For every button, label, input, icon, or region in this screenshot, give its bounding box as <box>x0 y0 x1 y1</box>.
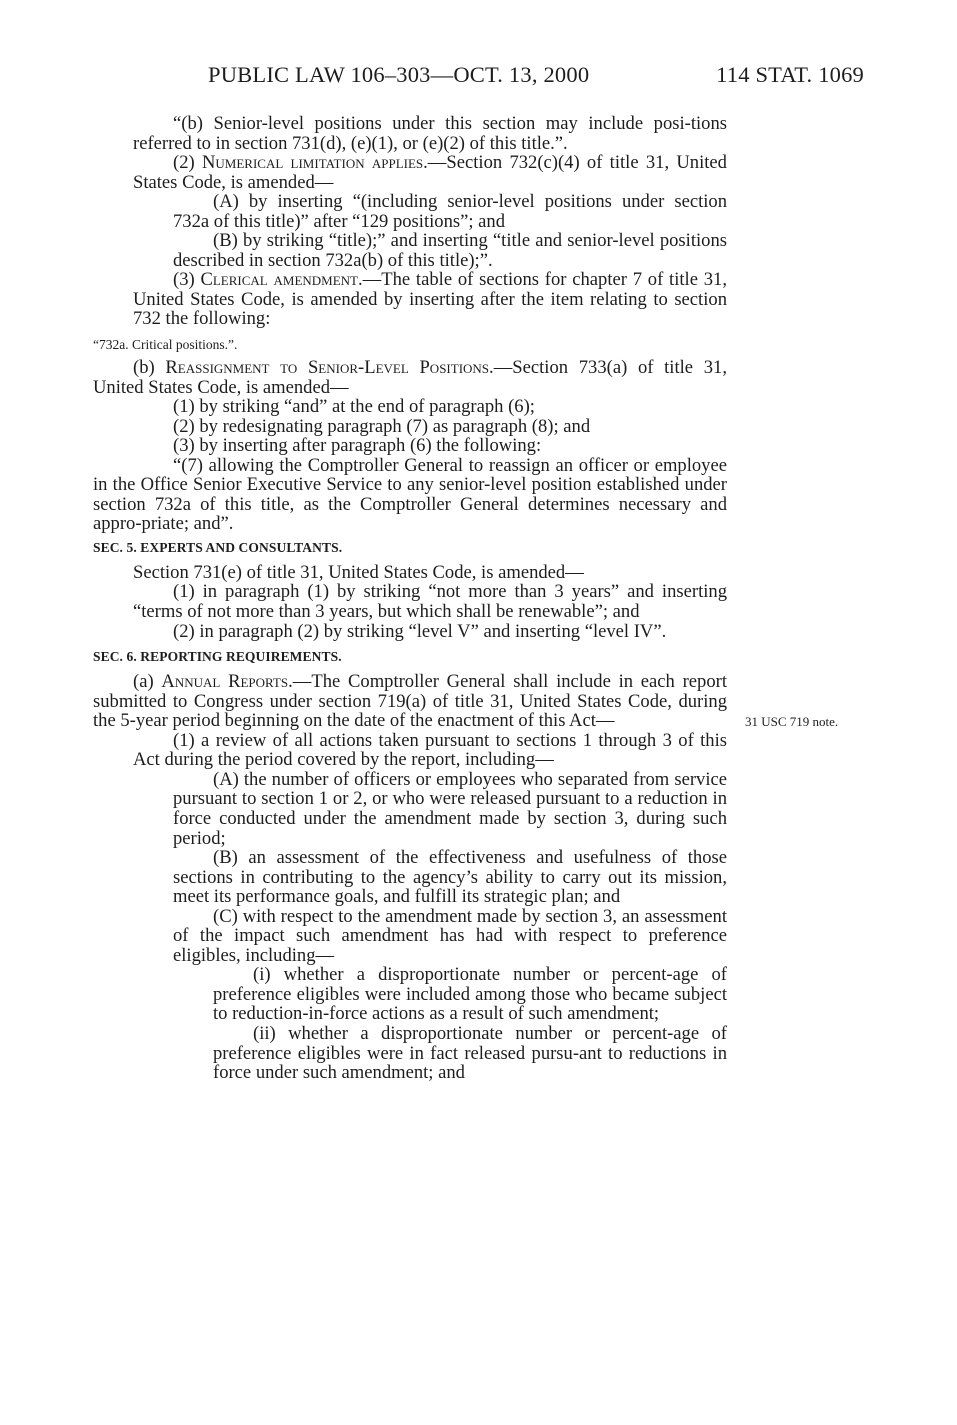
paragraph-number: (a) <box>133 671 162 693</box>
paragraph-number: (2) <box>173 152 202 174</box>
paragraph: (i) whether a disproportionate number or percent-age of preference eligibles were included among those who became subject to reduction-in-force actions as a result of such amendment; <box>213 964 727 1025</box>
paragraph <box>93 358 727 397</box>
paragraph-heading: Annual Reports <box>161 671 289 693</box>
paragraph-text: .—Section 732(c)(4) of title 31, United States Code, is amended— <box>133 152 727 193</box>
paragraph: (C) with respect to the amendment made by section 3, an assessment of the impact such amendment has had with respect to preference eligibles, including— <box>173 905 727 966</box>
paragraph: Section 731(e) of title 31, United States Code, is amended— <box>133 561 584 583</box>
header-statute-page: 114 STAT. 1069 <box>716 62 864 87</box>
paragraph: (3) by inserting after paragraph (6) the following: <box>173 435 542 457</box>
section-heading: SEC. 5. EXPERTS AND CONSULTANTS. <box>93 539 343 555</box>
paragraph-heading: Reassignment to Senior-Level Positions <box>165 357 490 379</box>
quoted-paragraph: “(7) allowing the Comptroller General to reassign an officer or employee in the Office Senior Executive Service to any senior-level position established under section 732a of this title, as the Comptroller General determines necessary and appro-priate; and”. <box>93 454 727 535</box>
paragraph: (B) by striking “title);” and inserting “title and senior-level positions described in section 732a(b) of this title);”. <box>173 230 727 271</box>
paragraph-text: .—The Comptroller General shall include in each report submitted to Congress under section 719(a) of title 31, United States Code, during the 5-year period beginning on the date of the enactment of this Act— <box>93 671 727 732</box>
paragraph: (A) the number of officers or employees who separated from service pursuant to section 1 or 2, or who were released pursuant to a reduction in force conducted under the amendment made by section 3, during such period; <box>173 768 727 849</box>
paragraph: (2) in paragraph (2) by striking “level V” and inserting “level IV”. <box>173 620 667 642</box>
paragraph: (2) by redesignating paragraph (7) as paragraph (8); and <box>173 415 591 437</box>
paragraph-number: (3) <box>173 269 201 291</box>
table-of-sections-item: “732a. Critical positions.”. <box>93 337 238 353</box>
paragraph-heading: Clerical amendment <box>200 269 359 291</box>
paragraph <box>93 672 727 731</box>
paragraph: (1) in paragraph (1) by striking “not more than 3 years” and inserting “terms of not more than 3 years, but which shall be renewable”; and <box>133 581 727 623</box>
paragraph: (1) a review of all actions taken pursuant to sections 1 through 3 of this Act during the period covered by the report, including— <box>133 729 727 771</box>
paragraph: (1) by striking “and” at the end of paragraph (6); <box>173 396 535 418</box>
paragraph-text: .—Section 733(a) of title 31, United States Code, is amended— <box>93 357 727 398</box>
margin-note: 31 USC 719 note. <box>745 714 839 729</box>
header-public-law: PUBLIC LAW 106–303—OCT. 13, 2000 <box>208 62 590 87</box>
paragraph: (B) an assessment of the effectiveness and usefulness of those sections in contributing to the agency’s ability to carry out its mission, meet its performance goals, and fulfill its strategic plan; and <box>173 847 727 908</box>
document-body <box>93 114 727 1083</box>
paragraph-text: .—The table of sections for chapter 7 of title 31, United States Code, is amended by inserting after the item relating to section 732 the following: <box>133 269 727 330</box>
paragraph: “(b) Senior-level positions under this section may include posi-tions referred to in section 731(d), (e)(1), or (e)(2) of this title.”. <box>133 113 727 154</box>
paragraph <box>93 270 727 329</box>
page-header <box>208 62 864 94</box>
paragraph-heading: Numerical limitation applies <box>201 152 424 174</box>
paragraph-number: (b) <box>133 357 166 379</box>
paragraph <box>93 153 727 192</box>
section-heading: SEC. 6. REPORTING REQUIREMENTS. <box>93 649 342 665</box>
paragraph: (A) by inserting “(including senior-level positions under section 732a of this title)” after “129 positions”; and <box>173 191 727 232</box>
paragraph: (ii) whether a disproportionate number or percent-age of preference eligibles were in fact released pursu-ant to reductions in force under such amendment; and <box>213 1022 727 1084</box>
